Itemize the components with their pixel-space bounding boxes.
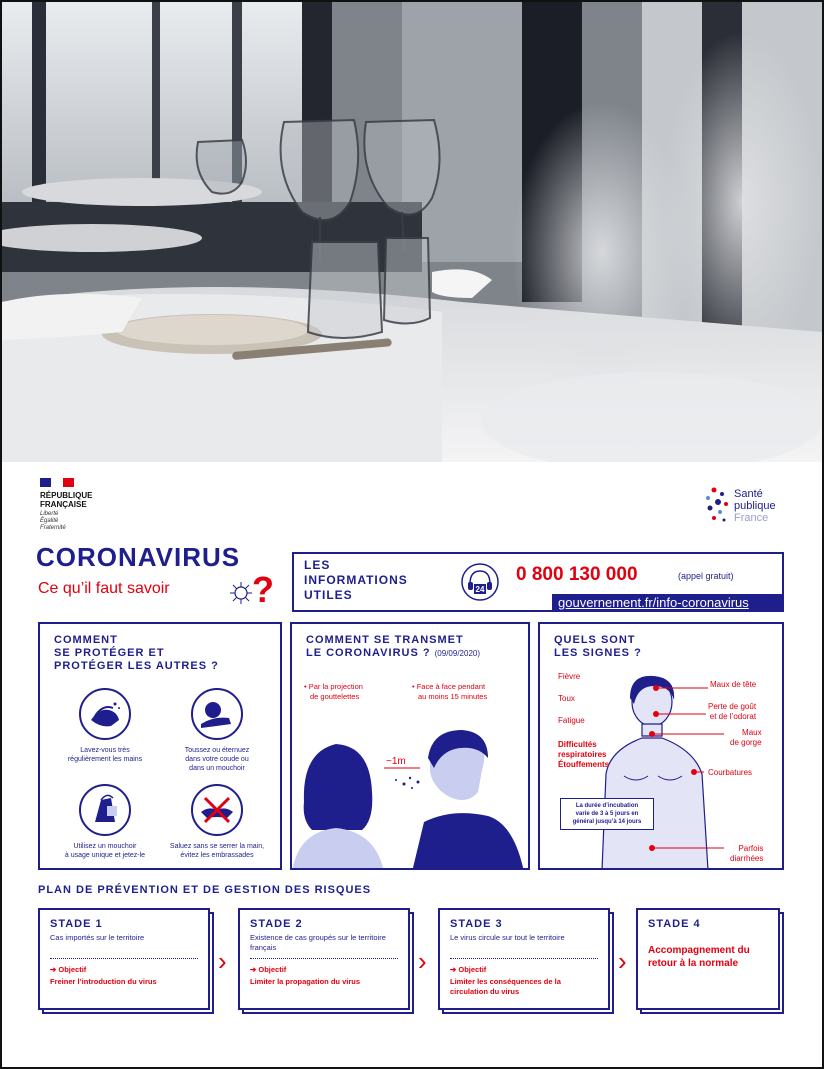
protect-title-line1: COMMENT bbox=[54, 634, 118, 646]
info-url-link[interactable]: gouvernement.fr/info-coronavirus bbox=[552, 594, 784, 612]
symptom-breathing bbox=[558, 740, 609, 770]
stage-2 bbox=[238, 908, 410, 1014]
stage-1-objective-label: ➔ Objectif bbox=[50, 965, 87, 974]
gesture-no-handshake bbox=[162, 784, 272, 860]
stage-2-name: STADE 2 bbox=[250, 918, 303, 930]
distance-label: ~1m bbox=[386, 756, 406, 767]
stage-2-goal: Limiter la propagation du virus bbox=[250, 977, 361, 986]
protect-title-line2: SE PROTÉGER ET bbox=[54, 647, 165, 659]
symptom-fatigue: Fatigue bbox=[558, 716, 585, 725]
stage-3-desc: Le virus circule sur tout le territoire bbox=[450, 933, 565, 942]
gesture-tissue-label2: à usage unique et jetez-le bbox=[64, 852, 146, 859]
stage-1-desc: Cas importés sur le territoire bbox=[50, 933, 145, 942]
symptoms-panel bbox=[538, 622, 784, 870]
chevron-right-icon: › bbox=[418, 946, 427, 976]
spf-dots-icon bbox=[704, 486, 732, 526]
symptom-aches: Courbatures bbox=[708, 768, 753, 777]
gesture-tissue-label1: Utilisez un mouchoir bbox=[73, 843, 137, 850]
chevron-right-icon: › bbox=[618, 946, 627, 976]
symptom-breathing-line3: Étouffements bbox=[558, 760, 610, 769]
incubation-line1: La durée d’incubation bbox=[575, 803, 639, 809]
transmission-title-line1: COMMENT SE TRANSMET bbox=[306, 634, 464, 646]
symptom-diarrhea-line2: diarrhées bbox=[730, 854, 764, 863]
info-label-line3: UTILES bbox=[304, 588, 353, 602]
two-people-illustration bbox=[292, 712, 528, 870]
route-face-line1: • Face à face pendant bbox=[412, 682, 486, 691]
hotline-note: (appel gratuit) bbox=[678, 571, 734, 581]
motto-fraternite: Fraternité bbox=[40, 525, 66, 531]
no-handshake-icon bbox=[191, 784, 243, 836]
symptom-throat bbox=[730, 728, 762, 748]
page-title: CORONAVIRUS bbox=[36, 542, 241, 572]
transmission-date: (09/09/2020) bbox=[434, 649, 481, 658]
republique-line2: FRANÇAISE bbox=[40, 500, 87, 509]
gesture-cough-label3: dans un mouchoir bbox=[189, 765, 245, 772]
transmission-title-line2: LE CORONAVIRUS ? bbox=[306, 647, 431, 659]
symptom-throat-line2: de gorge bbox=[730, 738, 762, 747]
symptom-diarrhea-line1: Parfois bbox=[738, 844, 764, 853]
virus-icon bbox=[230, 582, 252, 604]
info-label-line2: INFORMATIONS bbox=[304, 573, 408, 587]
info-label bbox=[304, 558, 408, 603]
question-mark: ? bbox=[252, 569, 274, 610]
headset-24h-icon bbox=[460, 562, 500, 602]
stage-3 bbox=[438, 908, 610, 1014]
stage-1 bbox=[38, 908, 210, 1014]
symptom-headache: Maux de tête bbox=[710, 680, 757, 689]
stage-2-objective-label: ➔ Objectif bbox=[250, 965, 287, 974]
stage-4 bbox=[636, 908, 786, 1014]
hand-washing-icon bbox=[79, 688, 131, 740]
route-face-line2: au moins 15 minutes bbox=[418, 692, 488, 701]
incubation-line3: général jusqu’à 14 jours bbox=[572, 819, 642, 825]
symptom-taste bbox=[708, 702, 756, 722]
symptom-taste-line2: et de l’odorat bbox=[709, 712, 757, 721]
route-face-to-face bbox=[412, 682, 487, 702]
incubation-line2: varie de 3 à 5 jours en bbox=[575, 811, 639, 817]
republique-line1: RÉPUBLIQUE bbox=[40, 491, 93, 500]
transmission-title bbox=[306, 634, 480, 660]
gesture-wash-label1: Lavez-vous très bbox=[80, 747, 130, 754]
motto-liberte: Liberté bbox=[40, 511, 59, 517]
symptom-throat-line1: Maux bbox=[742, 728, 762, 737]
page-subtitle: Ce qu’il faut savoir bbox=[38, 580, 170, 597]
transmission-panel bbox=[290, 622, 530, 870]
plan-title: PLAN DE PRÉVENTION ET DE GESTION DES RISQUES bbox=[38, 884, 372, 896]
sante-publique-france-logo bbox=[704, 486, 800, 532]
symptom-diarrhea bbox=[730, 844, 763, 864]
spf-line2: publique bbox=[734, 500, 776, 512]
headset-number: 24 bbox=[475, 585, 485, 594]
protect-title-line3: PROTÉGER LES AUTRES ? bbox=[54, 660, 219, 672]
route-droplets-line2: de gouttelettes bbox=[310, 692, 360, 701]
stage-3-name: STADE 3 bbox=[450, 918, 503, 930]
protect-panel bbox=[38, 622, 282, 870]
stage-3-objective-label: ➔ Objectif bbox=[450, 965, 487, 974]
stage-3-goal: Limiter les conséquences de la circulation du virus bbox=[450, 977, 561, 996]
symptom-breathing-line2: respiratoires bbox=[558, 750, 607, 759]
stage-4-name: STADE 4 bbox=[648, 918, 701, 930]
gesture-handshake-label1: Saluez sans se serrer la main, bbox=[169, 843, 265, 850]
gesture-wash-label2: régulièrement les mains bbox=[67, 756, 143, 763]
useful-info-box bbox=[292, 552, 784, 612]
motto-egalite: Égalité bbox=[40, 518, 59, 524]
gesture-cough-label2: dans votre coude ou bbox=[185, 756, 249, 763]
symptoms-title-line2: LES SIGNES ? bbox=[554, 647, 642, 659]
symptom-taste-line1: Perte de goût bbox=[708, 702, 757, 711]
cough-elbow-icon bbox=[191, 688, 243, 740]
hotline-number: 0 800 130 000 bbox=[516, 564, 638, 585]
symptoms-title bbox=[554, 634, 642, 660]
stage-4-goal: Accompagnement du retour à la normale bbox=[648, 945, 750, 969]
gesture-wash-hands bbox=[50, 688, 160, 764]
spf-line1: Santé bbox=[734, 488, 763, 500]
chevron-right-icon: › bbox=[218, 946, 227, 976]
french-flag-icon bbox=[40, 478, 74, 487]
gesture-cough-elbow bbox=[162, 688, 272, 773]
symptoms-title-line1: QUELS SONT bbox=[554, 634, 636, 646]
symptom-fever: Fièvre bbox=[558, 672, 581, 681]
gesture-cough-label1: Toussez ou éternuez bbox=[184, 747, 250, 754]
restaurant-photo bbox=[2, 2, 822, 462]
gesture-handshake-label2: évitez les embrassades bbox=[180, 852, 254, 859]
stage-2-desc: Existence de cas groupés sur le territoire français bbox=[250, 933, 386, 952]
gesture-tissue bbox=[50, 784, 160, 860]
symptom-cough: Toux bbox=[558, 694, 575, 703]
route-droplets-line1: • Par la projection bbox=[304, 682, 363, 691]
symptom-breathing-line1: Difficultés bbox=[558, 740, 597, 749]
info-label-line1: LES bbox=[304, 558, 331, 572]
spf-line3: France bbox=[734, 512, 769, 524]
republique-francaise-logo bbox=[40, 478, 120, 532]
stage-1-name: STADE 1 bbox=[50, 918, 103, 930]
protect-title bbox=[54, 634, 219, 673]
route-droplets bbox=[304, 682, 363, 702]
stage-1-goal: Freiner l’introduction du virus bbox=[50, 977, 157, 986]
tissue-icon bbox=[79, 784, 131, 836]
incubation-box bbox=[560, 798, 654, 830]
